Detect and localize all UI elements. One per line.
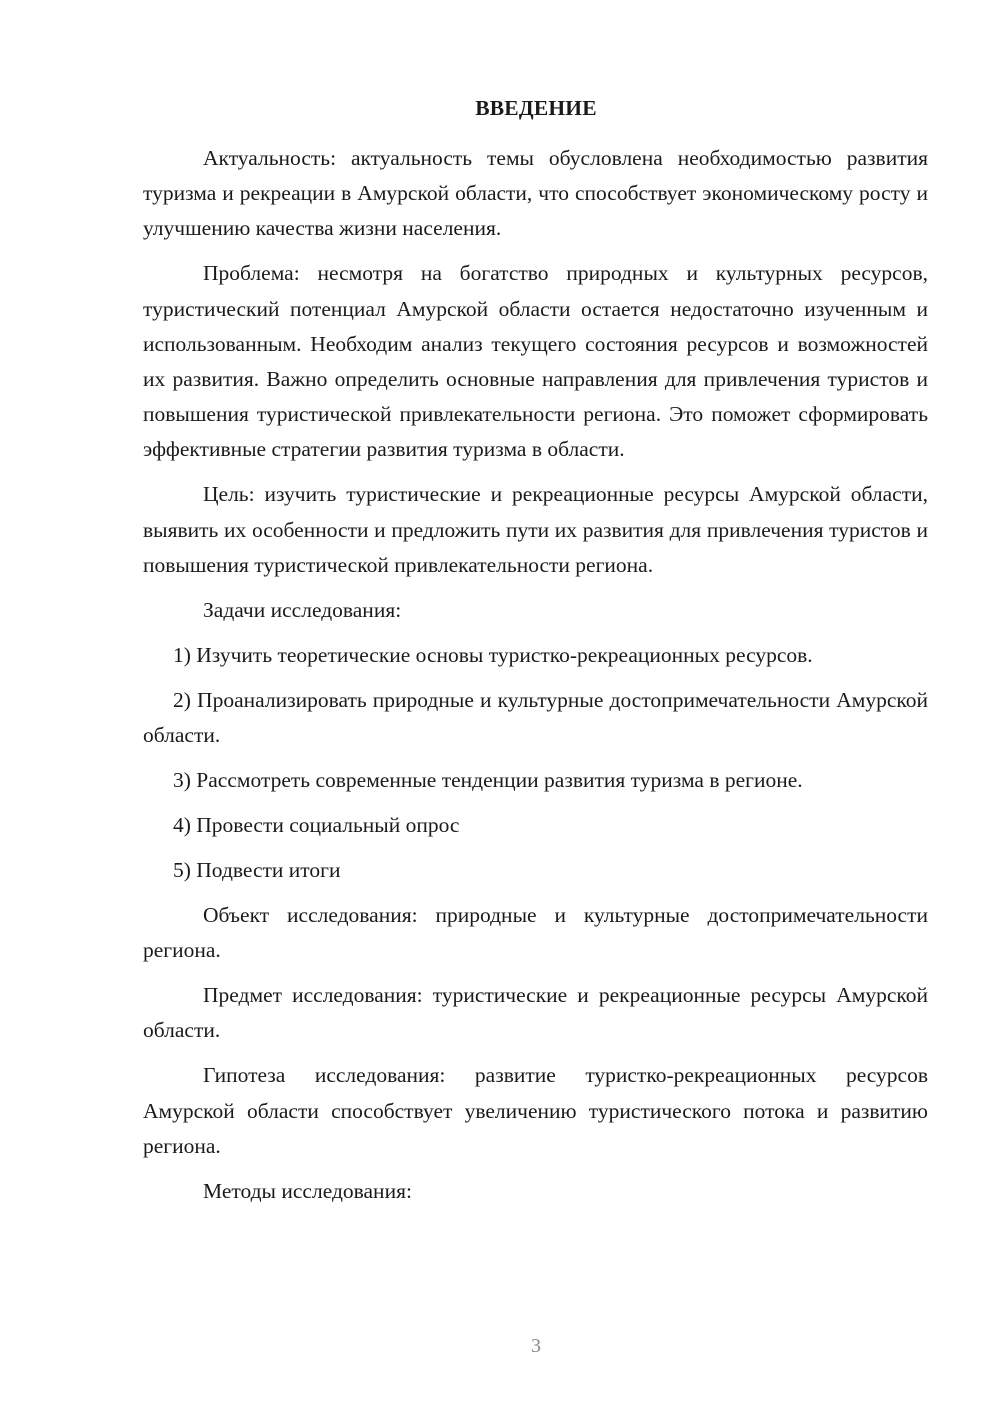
- page-number: 3: [531, 1335, 541, 1357]
- paragraph-methods: Методы исследования:: [203, 1178, 412, 1203]
- paragraph-relevance: Актуальность: актуальность темы обусловлена необходимостью развития туризма и рекреации в Амурской области, что способствует экономическому росту и улучшению качества жизни населения.: [143, 146, 928, 241]
- paragraph-subject: Предмет исследования: туристические и рекреационные ресурсы Амурской области.: [143, 983, 928, 1043]
- task-item-4: 4) Провести социальный опрос: [173, 813, 460, 838]
- task-item-2: 2) Проанализировать природные и культурные достопримечательности Амурской области.: [143, 687, 928, 748]
- paragraph-object: Объект исследования: природные и культурные достопримечательности региона.: [143, 903, 928, 963]
- paragraph-hypothesis: Гипотеза исследования: развитие туристко-рекреационных ресурсов Амурской области способствует увеличению туристического потока и развитию региона.: [143, 1063, 928, 1158]
- task-item-1: 1) Изучить теоретические основы туристко-рекреационных ресурсов.: [173, 642, 813, 667]
- paragraph-problem: Проблема: несмотря на богатство природных и культурных ресурсов, туристический потенциал Амурской области остается недостаточно изученным и использованным. Необходим анализ текущего состояния ресурсов и возможностей их развития. Важно определить основные направления для привлечения туристов и повышения туристической привлекательности региона. Это поможет сформировать эффективные стратегии развития туризма в области.: [143, 261, 928, 462]
- page-title: ВВЕДЕНИЕ: [475, 96, 597, 120]
- paragraph-tasks-heading: Задачи исследования:: [203, 597, 402, 622]
- document-body: [143, 141, 928, 1219]
- task-item-3: 3) Рассмотреть современные тенденции развития туризма в регионе.: [173, 768, 803, 793]
- task-item-5: 5) Подвести итоги: [173, 858, 341, 883]
- paragraph-goal: Цель: изучить туристические и рекреационные ресурсы Амурской области, выявить их особенности и предложить пути их развития для привлечения туристов и повышения туристической привлекательности региона.: [143, 482, 928, 577]
